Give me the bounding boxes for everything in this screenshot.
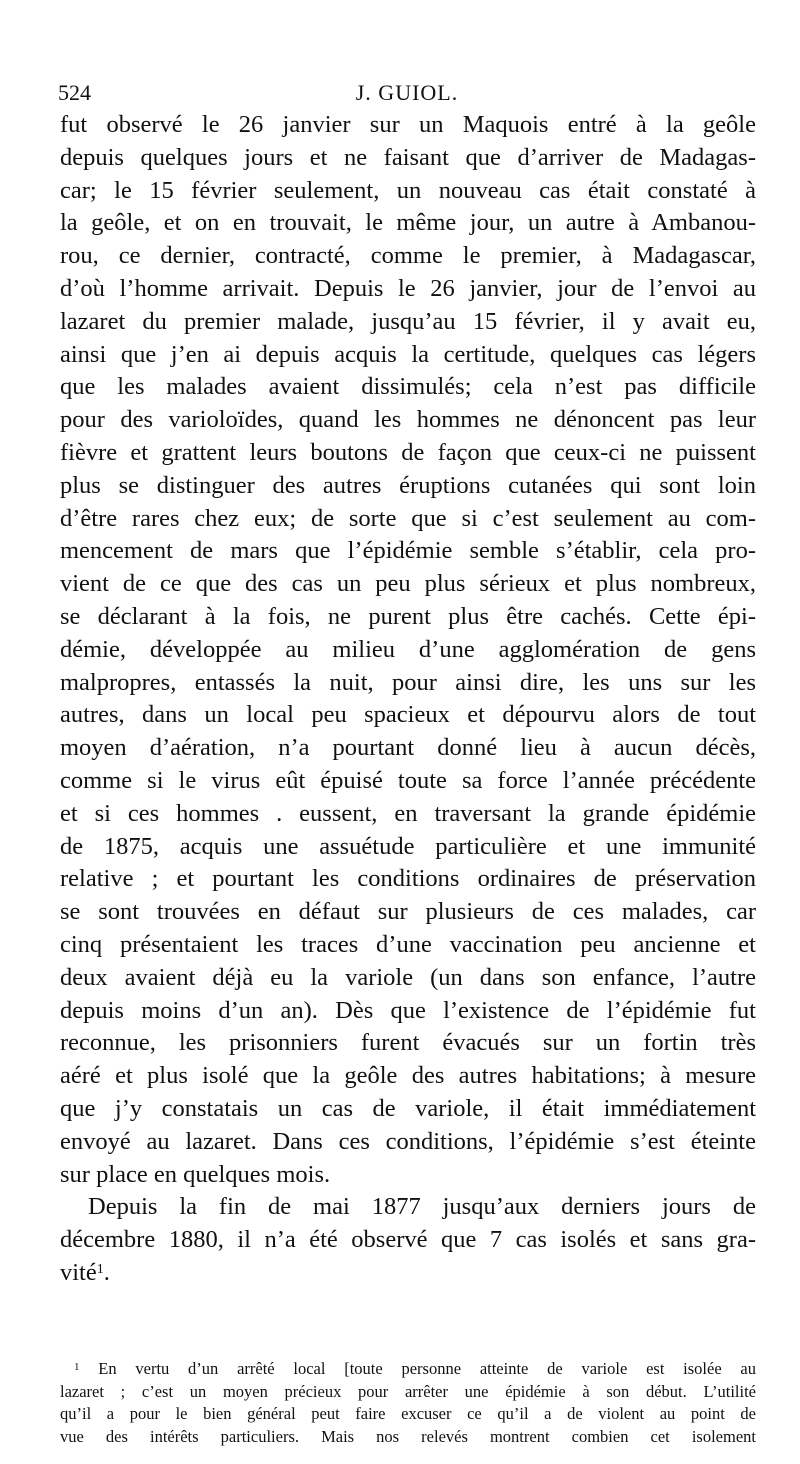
text-line: de 1875, acquis une assuétude particulière et une immunité xyxy=(60,832,756,860)
text-line-last xyxy=(60,1257,756,1290)
text-line: d’être rares chez eux; de sorte que si c’est seulement au com- xyxy=(60,504,756,532)
text-line: mencement de mars que l’épidémie semble s’établir, cela pro- xyxy=(60,537,756,565)
text-line: comme si le virus eût épuisé toute sa force l’année précédente xyxy=(60,766,756,794)
text-line: cinq présentaient les traces d’une vaccination peu ancienne et xyxy=(60,930,756,958)
text-line: pour des varioloïdes, quand les hommes ne dénoncent pas leur xyxy=(60,406,756,434)
text-line: d’où l’homme arrivait. Depuis le 26 janvier, jour de l’envoi au xyxy=(60,274,756,302)
text-line: depuis moins d’un an). Dès que l’existence de l’épidémie fut xyxy=(60,996,756,1024)
text-line: se sont trouvées en défaut sur plusieurs de ces malades, car xyxy=(60,898,756,926)
text-line: décembre 1880, il n’a été observé que 7 cas isolés et sans gra- xyxy=(60,1226,756,1254)
text-line: malpropres, entassés la nuit, pour ainsi dire, les uns sur les xyxy=(60,668,756,696)
running-head: J. GUIOL. xyxy=(355,80,459,105)
text-line: moyen d’aération, n’a pourtant donné lieu à aucun décès, xyxy=(60,734,756,762)
paragraph xyxy=(60,109,756,1191)
text-line: reconnue, les prisonniers furent évacués sur un fortin très xyxy=(60,1029,756,1057)
text-line: se déclarant à la fois, ne purent plus être cachés. Cette épi- xyxy=(60,602,756,630)
text-line: deux avaient déjà eu la variole (un dans son enfance, l’autre xyxy=(60,963,756,991)
text-line: relative ; et pourtant les conditions ordinaires de préservation xyxy=(60,865,756,893)
text-line: plus se distinguer des autres éruptions cutanées qui sont loin xyxy=(60,471,756,499)
footnote-line: lazaret ; c’est un moyen précieux pour arrêter une épidémie à son début. L’utilité xyxy=(60,1381,756,1401)
page-header xyxy=(58,80,756,110)
footnote-line: qu’il a pour le bien général peut faire excuser ce qu’il a de violent au point de xyxy=(60,1404,756,1423)
text-line: rou, ce dernier, contracté, comme le premier, à Madagascar, xyxy=(60,242,756,270)
text-line: depuis quelques jours et ne faisant que d’arriver de Madagas- xyxy=(60,143,756,171)
text-line: démie, développée au milieu d’une agglomération de gens xyxy=(60,635,756,663)
text-line: vient de ce que des cas un peu plus sérieux et plus nombreux, xyxy=(60,570,756,598)
footnote xyxy=(60,1358,756,1448)
text-line: sur place en quelques mois. xyxy=(60,1160,331,1188)
text-line: et si ces hommes . eussent, en traversant la grande épidémie xyxy=(60,799,756,827)
text-line: autres, dans un local peu spacieux et dépourvu alors de tout xyxy=(60,701,756,729)
text-line: Depuis la fin de mai 1877 jusqu’aux derniers jours de xyxy=(88,1193,756,1221)
page-number: 524 xyxy=(58,80,91,105)
footnote-marker: 1 xyxy=(74,1361,80,1373)
text-line: que les malades avaient dissimulés; cela n’est pas difficile xyxy=(60,373,756,401)
text-line: aéré et plus isolé que la geôle des autres habitations; à mesure xyxy=(60,1062,756,1090)
text-fragment: . xyxy=(103,1258,110,1286)
footnote-line xyxy=(60,1358,756,1381)
footnote-text: En vertu d’un arrêté local [toute personne atteinte de variole est isolée au xyxy=(98,1359,757,1378)
text-line: la geôle, et on en trouvait, le même jour, un autre à Ambanou- xyxy=(60,209,756,237)
paragraph xyxy=(60,1191,756,1289)
text-line: lazaret du premier malade, jusqu’au 15 février, il y avait eu, xyxy=(60,307,756,335)
footnote-line: vue des intérêts particuliers. Mais nos relevés montrent combien cet isolement xyxy=(60,1426,756,1446)
text-line: envoyé au lazaret. Dans ces conditions, l’épidémie s’est éteinte xyxy=(60,1127,756,1155)
text-line: car; le 15 février seulement, un nouveau cas était constaté à xyxy=(60,176,756,204)
body-text xyxy=(60,109,756,1290)
text-line: que j’y constatais un cas de variole, il était immédiatement xyxy=(60,1094,756,1122)
text-line: fut observé le 26 janvier sur un Maquois entré à la geôle xyxy=(60,111,756,138)
text-line: ainsi que j’en ai depuis acquis la certitude, quelques cas légers xyxy=(60,340,756,368)
footnote-reference[interactable]: 1 xyxy=(96,1261,104,1277)
text-line: fièvre et grattent leurs boutons de façon que ceux-ci ne puissent xyxy=(60,438,756,466)
text-fragment: vité xyxy=(60,1258,97,1286)
